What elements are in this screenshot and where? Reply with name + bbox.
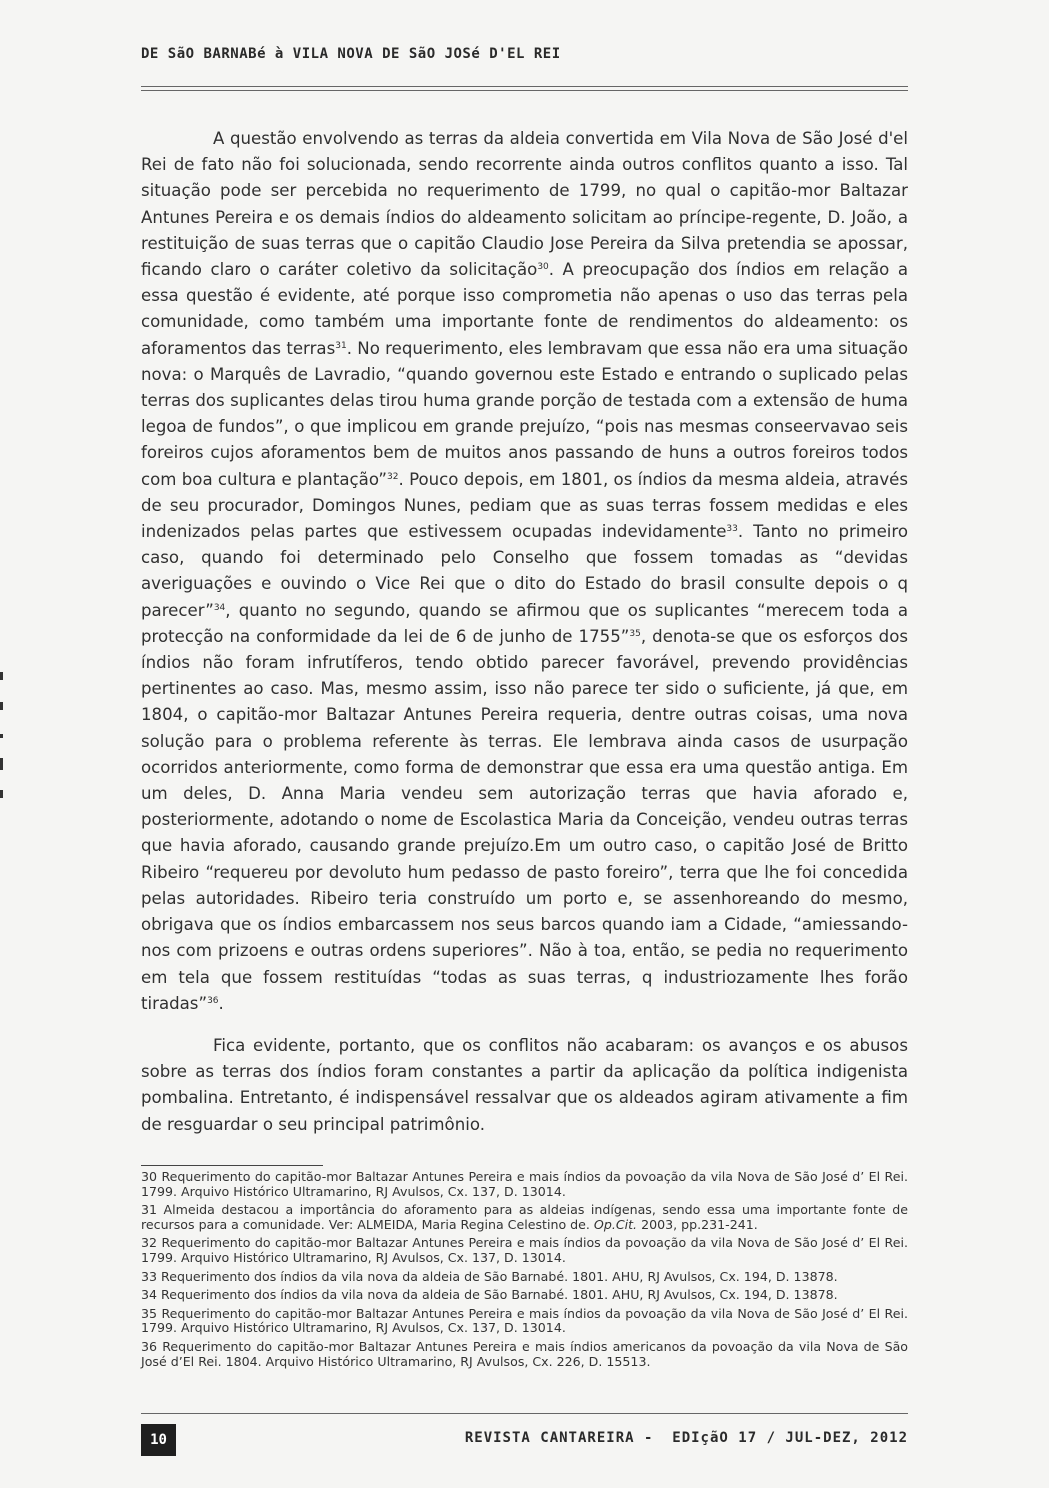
footnote-ref-34[interactable]: 34 bbox=[213, 602, 226, 613]
header-rule-top bbox=[141, 86, 908, 87]
footnotes bbox=[141, 1170, 908, 1373]
text-run: , quanto no segundo, quando se afirmou que os suplicantes “merecem toda a protecção na conformidade da lei de 6 de junho de 1755” bbox=[141, 600, 908, 646]
margin-marks bbox=[0, 672, 6, 802]
text-run: , denota-se que os esforços dos índios não foram infrutíferos, tendo obtido parecer favorável, prevendo providências pertinentes ao caso. Mas, mesmo assim, isso não parece ter sido o suficiente, já que, em 1804, o capitão-mor Baltazar Antunes Pereira requeria, dentre outras coisas, uma nova solução para o problema referente às terras. Ele lembrava ainda casos de usurpação ocorridos anteriormente, como forma de demonstrar que essa era uma questão antiga. Em um deles, D. Anna Maria vendeu sem autorização terras que havia aforado e, posteriormente, adotando o nome de Escolastica Maria da Conceição, vendeu outras terras que havia aforado, causando grande prejuízo.Em um outro caso, o capitão José de Britto Ribeiro “requereu por devoluto hum pedasso de pasto foreiro”, terra que lhe foi concedida pelas autoridades. Ribeiro teria construído um porto e, se assenhoreando do mesmo, obrigava que os índios embarcassem nos seus barcos quando iam a Cidade, “amiessando-nos com prizoens e outras ordens superiores”. Não à toa, então, se pedia no requerimento em tela que fossem restituídas “todas as suas terras, q industriozamente lhes forão tiradas” bbox=[141, 626, 908, 1013]
text-run: . A preocupação dos índios em relação a essa questão é evidente, até porque isso comprometia não apenas o uso das terras pela comunidade, como também uma importante fonte de rendimentos do aldeamento: os aforamentos das terras bbox=[141, 260, 908, 358]
journal-reference: REVISTA CANTAREIRA - EDIçãO 17 / JUL-DEZ, 2012 bbox=[464, 1430, 908, 1446]
footnote-ref-31[interactable]: 31 bbox=[335, 340, 347, 351]
footnote-separator bbox=[141, 1165, 323, 1166]
text-run: . bbox=[218, 993, 224, 1013]
footnote-citation: Op.Cit. bbox=[593, 1216, 638, 1232]
footnote-ref-33[interactable]: 33 bbox=[726, 524, 738, 535]
footnote-30: 30 Requerimento do capitão-mor Baltazar Antunes Pereira e mais índios da povoação da vila Nova de São José d’ El Rei. 1799. Arquivo Histórico Ultramarino, RJ Avulsos, Cx. 137, D. 13014. bbox=[141, 1169, 908, 1199]
footnote-31 bbox=[141, 1203, 908, 1232]
footer-rule bbox=[141, 1413, 908, 1414]
header-rule-bottom bbox=[141, 90, 908, 91]
footnote-ref-36[interactable]: 36 bbox=[207, 995, 219, 1006]
paragraph-1 bbox=[141, 126, 908, 1017]
text-run: . Pouco depois, em 1801, os índios da mesma aldeia, através de seu procurador, Domingos Nunes, pediam que as suas terras fossem medidas e eles indenizados pelas partes que estivessem ocupadas indevidamente bbox=[141, 469, 908, 542]
footnote-ref-32[interactable]: 32 bbox=[387, 471, 399, 482]
footnote-ref-30[interactable]: 30 bbox=[537, 262, 549, 273]
footnote-34: 34 Requerimento dos índios da vila nova da aldeia de São Barnabé. 1801. AHU, RJ Avulsos, Cx. 194, D. 13878. bbox=[141, 1287, 838, 1303]
page-number: 10 bbox=[141, 1424, 176, 1456]
article-body bbox=[141, 126, 908, 1138]
paragraph-2: Fica evidente, portanto, que os conflitos não acabaram: os avanços e os abusos sobre as terras dos índios foram constantes a partir da aplicação da política indigenista pombalina. Entretanto, é indispensável ressalvar que os aldeados agiram ativamente a fim de resguardar o seu principal patrimônio. bbox=[141, 1035, 908, 1134]
footnote-text: 31 Almeida destacou a importância do aforamento para as aldeias indígenas, sendo essa uma importante fonte de recursos para a comunidade. Ver: ALMEIDA, Maria Regina Celestino de. bbox=[141, 1202, 908, 1232]
text-run: A questão envolvendo as terras da aldeia convertida em Vila Nova de São José d'el Rei de fato não foi solucionada, sendo recorrente ainda outros conflitos quanto a isso. Tal situação pode ser percebida no requerimento de 1799, no qual o capitão-mor Baltazar Antunes Pereira e os demais índios do aldeamento solicitam ao príncipe-regente, D. João, a restituição de suas terras que o capitão Claudio Jose Pereira da Silva pretendia se apossar, ficando claro o caráter coletivo da solicitação bbox=[141, 129, 908, 280]
footnote-ref-35[interactable]: 35 bbox=[629, 628, 641, 639]
text-run: . Tanto no primeiro caso, quando foi determinado pelo Conselho que fossem tomadas as “devidas averiguações e ouvindo o Vice Rei que o dito do Estado do brasil consulte depois o q parecer” bbox=[141, 522, 909, 620]
footnote-text: 2003, pp.231-241. bbox=[637, 1216, 758, 1232]
footnote-35: 35 Requerimento do capitão-mor Baltazar Antunes Pereira e mais índios da povoação da vila Nova de São José d’ El Rei. 1799. Arquivo Histórico Ultramarino, RJ Avulsos, Cx. 137, D. 13014. bbox=[141, 1305, 908, 1336]
footnote-33: 33 Requerimento dos índios da vila nova da aldeia de São Barnabé. 1801. AHU, RJ Avulsos, Cx. 194, D. 13878. bbox=[141, 1268, 838, 1284]
footnote-32: 32 Requerimento do capitão-mor Baltazar Antunes Pereira e mais índios da povoação da vila Nova de São José d’ El Rei. 1799. Arquivo Histórico Ultramarino, RJ Avulsos, Cx. 137, D. 13014. bbox=[141, 1235, 908, 1265]
running-header-title: DE SãO BARNABé à VILA NOVA DE SãO JOSé D'EL REI bbox=[141, 46, 561, 62]
footnote-36: 36 Requerimento do capitão-mor Baltazar Antunes Pereira e mais índios americanos da povoação da vila Nova de São José d’El Rei. 1804. Arquivo Histórico Ultramarino, RJ Avulsos, Cx. 226, D. 15513. bbox=[141, 1338, 908, 1369]
text-run: . No requerimento, eles lembravam que essa não era uma situação nova: o Marquês de Lavradio, “quando governou este Estado e entrando o suplicado pelas terras dos suplicantes delas tirou huma grande porção de testada com a extensão de huma legoa de fundos”, o que implicou em grande prejuízo, “pois nas mesmas conseervavao seis foreiros cujos aforamentos bem de muitos anos passando de huns a outros foreiros todos com boa cultura e plantação” bbox=[141, 338, 908, 489]
